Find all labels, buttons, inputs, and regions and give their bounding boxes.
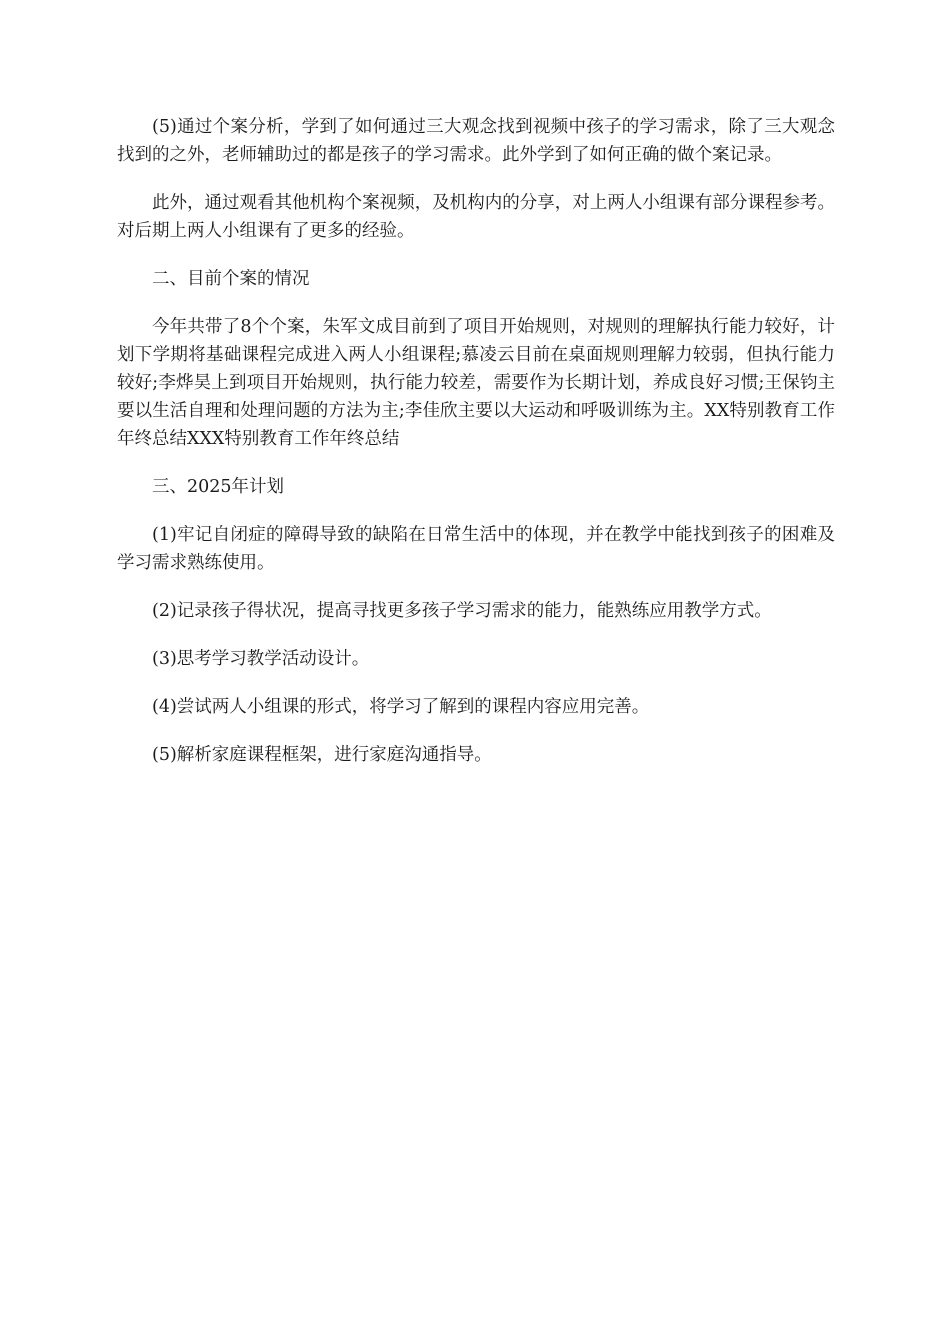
paragraph-other-institutions: 此外，通过观看其他机构个案视频，及机构内的分享，对上两人小组课有部分课程参考。对后期上两人小组课有了更多的经验。 <box>117 193 835 241</box>
paragraph-current-cases: 今年共带了8个个案，朱军文成目前到了项目开始规则，对规则的理解执行能力较好，计划下学期将基础课程完成进入两人小组课程;慕凌云目前在桌面规则理解力较弱，但执行能力较好;李烨昊上到项目开始规则，执行能力较差，需要作为长期计划，养成良好习惯;王保钧主要以生活自理和处理问题的方法为主;李佳欣主要以大运动和呼吸训练为主。XX特别教育工作年终总结XXX特别教育工作年终总结 <box>117 317 835 449</box>
plan-item-3: (3)思考学习教学活动设计。 <box>152 649 370 669</box>
plan-item-4: (4)尝试两人小组课的形式，将学习了解到的课程内容应用完善。 <box>152 697 650 717</box>
document-page <box>117 113 835 789</box>
paragraph-case-analysis: (5)通过个案分析，学到了如何通过三大观念找到视频中孩子的学习需求，除了三大观念找到的之外，老师辅助过的都是孩子的学习需求。此外学到了如何正确的做个案记录。 <box>117 117 835 165</box>
section-heading-current-cases: 二、目前个案的情况 <box>152 269 310 289</box>
plan-item-5: (5)解析家庭课程框架，进行家庭沟通指导。 <box>152 745 492 765</box>
section-heading-plan: 三、2025年计划 <box>152 477 285 497</box>
plan-item-2: (2)记录孩子得状况，提高寻找更多孩子学习需求的能力，能熟练应用教学方式。 <box>152 601 772 621</box>
plan-item-1: (1)牢记自闭症的障碍导致的缺陷在日常生活中的体现，并在教学中能找到孩子的困难及学习需求熟练使用。 <box>117 525 835 573</box>
